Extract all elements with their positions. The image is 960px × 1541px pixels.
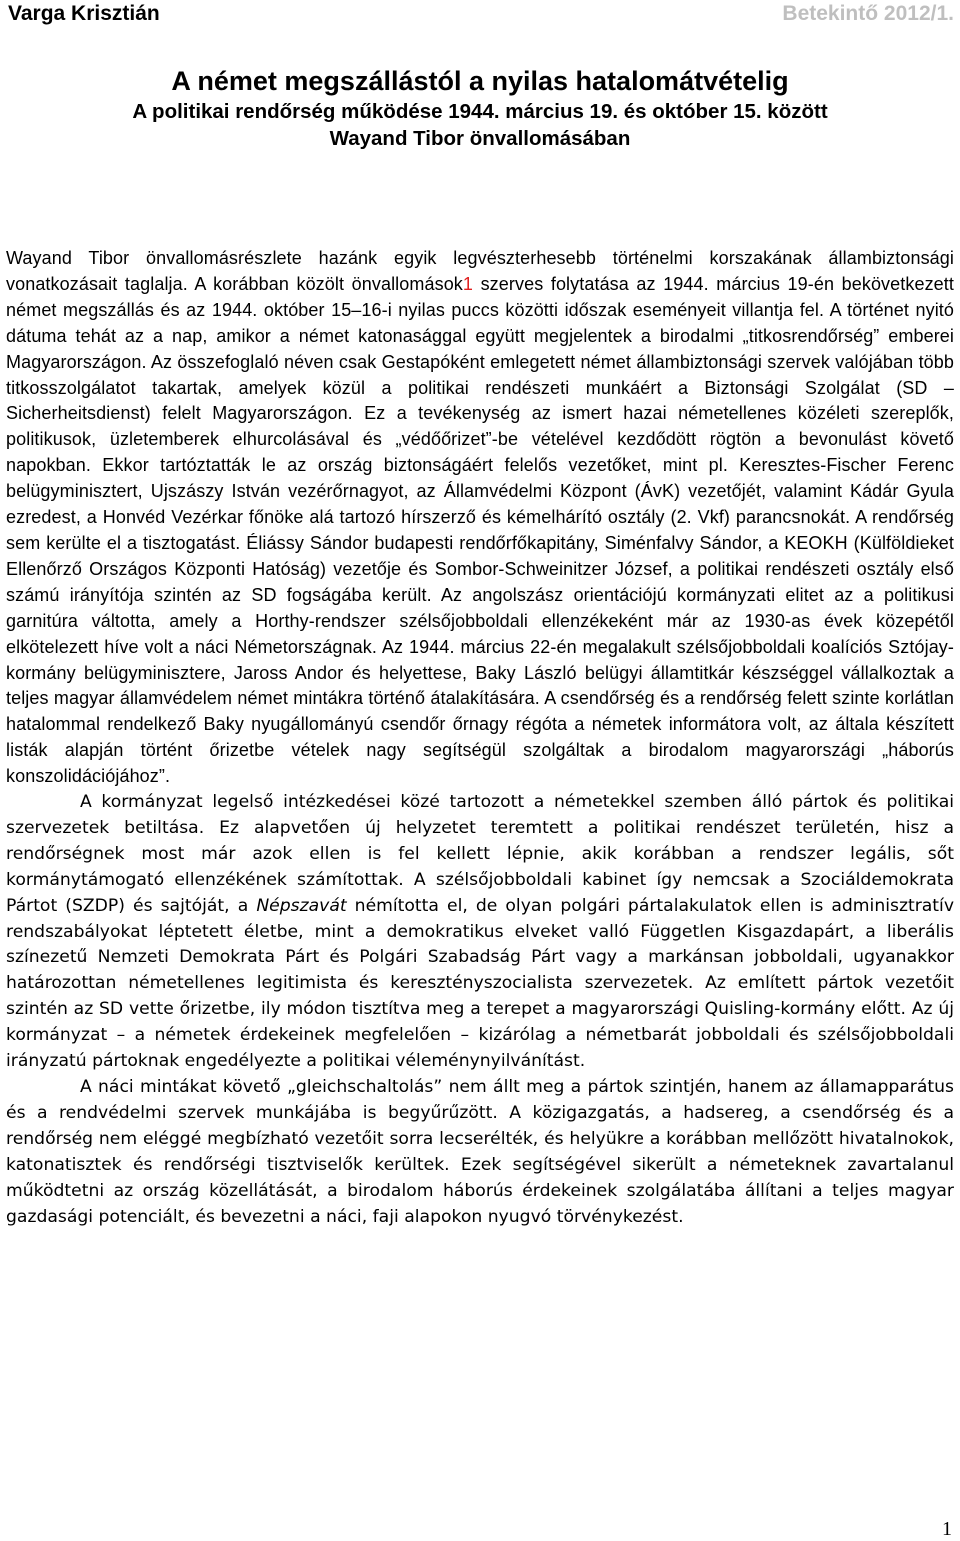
paragraph-1-text-b: szerves folytatása az 1944. március 19-én bekövetkezett német megszállás és az 1944. október 15–16-i nyilas puccs közötti időszak eseményeit villantja fel. A történet nyitó dátuma tehát az a nap, amikor a német katonasággal együtt megjelentek a birodalmi „titkosrendőrség” emberei Magyarországon. Az összefoglaló néven csak Gestapóként emlegetett német állambiztonsági szervek valójában több titkosszolgálatot takartak, amelyek közül a politikai rendészeti munkáért a Biztonsági Szolgálat (SD – Sicherheitsdienst) felelt Magyarországon. Ez a tevékenység az ismert hazai németellenes közéleti szereplők, politikusok, üzletemberek elhurcolásával és „védőőrizet”-be vételével kezdődött rögtön a bevonulást követő napokban. Ekkor tartóztatták le az ország biztonságáért felelős vezetőket, mint pl. Keresztes-Fischer Ferenc belügyminisztert, Ujszászy István vezérőrnagyot, az Államvédelmi Központ (ÁvK) vezetőjét, valamint Kádár Gyula ezredest, a Honvéd Vezérkar főnöke alá tartozó hírszerző és kémelhárító osztály (2. Vkf) parancsnokát. A rendőrség sem kerülte el a tisztogatást. Éliássy Sándor budapesti rendőrfőkapitány, Siménfalvy Sándor, a KEOKH (Külföldieket Ellenőrző Országos Központi Hatóság) vezetője és Sombor-Schweinitzer József, a politikai rendészeti osztály első számú irányítója szintén az SD fogságába került. Az angolszász orientációjú kormányzati elitet az a politikusi garnitúra váltotta, amely a Horthy-rendszer szélsőjobboldali ellenzékeként már az 1930-as évek közepétől elkötelezett híve volt a náci Németországnak. Az 1944. március 22-én megalakult szélsőjobboldali koalíciós Sztójay-kormány belügyminisztere, Jaross Andor és helyettese, Baky László belügyi államtitkár készséggel vállalkoztak a teljes magyar államvédelem német mintákra történő átalakítására. A csendőrség és a rendőrség felett szinte korlátlan hatalommal rendelkező Baky nyugállományú csendőr őrnagy régóta a németek informátora volt, az általa készített listák alapján történt őrizetbe vételek nagy segítségül szolgáltak a birodalom magyarországi „háborús konszolidációjához”. (6, 273, 954, 787)
header-issue: Betekintő 2012/1. (782, 2, 954, 25)
paragraph-1-text-a: Wayand Tibor önvallomásrészlete hazánk egyik legvészterhesebb történelmi korszakának állambiztonsági vonatkozásait taglalja. A korábban közölt önvallomások (6, 248, 954, 294)
article-subtitle-2: Wayand Tibor önvallomásában (329, 127, 631, 150)
paragraph-1 (6, 246, 954, 790)
paragraph-2-text-a: A kormányzat legelső intézkedései közé tartozott a németekkel szemben álló pártok és politikai szervezetek betiltása. Ez alapvetően új helyzetet teremtett a politikai rendészet területén, hisz a rendőrségnek most már azok ellen is fel kellett lépnie, akik korábban a rendszer legális, sőt kormánytámogató ellenzékének számítottak. A szélsőjobboldali kabinet így nemcsak a Szociáldemokrata Pártot (SZDP) és sajtóját, a (6, 792, 954, 916)
header-author: Varga Krisztián (8, 2, 160, 25)
article-subtitle: A politikai rendőrség működése 1944. március 19. és október 15. között (132, 100, 828, 123)
article-title-block (0, 64, 960, 152)
article-title: A német megszállástól a nyilas hatalomátvételig (171, 66, 789, 96)
paragraph-2 (6, 790, 954, 1075)
newspaper-name: Népszavát (256, 895, 347, 916)
paragraph-3: A náci mintákat követő „gleichschaltolás” nem állt meg a pártok szintjén, hanem az államapparátus és a rendvédelmi szervek munkájába is begyűrűzött. A közigazgatás, a hadsereg, a csendőrség és a rendőrség nem eléggé megbízható vezetőit sorra lecserélték, és helyükre a korábban mellőzött hivatalnokok, katonatisztek és rendőrségi tisztviselők kerültek. Ezek segítségével sikerült a németeknek zavartalanul működtetni az ország közellátását, a birodalom háborús érdekeinek szolgálatába állítani a teljes magyar gazdasági potenciált, és bevezetni a náci, faji alapokon nyugvó törvénykezést. (6, 1077, 954, 1227)
running-header (8, 0, 954, 30)
page-number: 1 (942, 1518, 952, 1540)
footnote-ref[interactable]: 1 (462, 273, 474, 294)
paragraph-2-text-b: némította el, de olyan polgári pártalakulatok ellen is adminisztratív rendszabályokat léptetett életbe, mint a demokratikus elveket valló Független Kisgazdapárt, a liberális színezetű Nemzeti Demokrata Párt és Polgári Szabadság Párt vagy a markánsan jobboldali, ugyanakkor határozottan németellenes legitimista és keresztényszocialista szervezetek. Az említett pártok vezetőit szintén az SD vette őrizetbe, ily módon tisztítva meg a terepet a magyarországi Quisling-kormány előtt. Az új kormányzat – a németek érdekeinek megfelelően – kizárólag a németbarát jobboldali és szélsőjobboldali irányzatú pártoknak engedélyezte a politikai véleménynyilvánítást. (6, 895, 954, 1072)
article-body (6, 246, 954, 1230)
